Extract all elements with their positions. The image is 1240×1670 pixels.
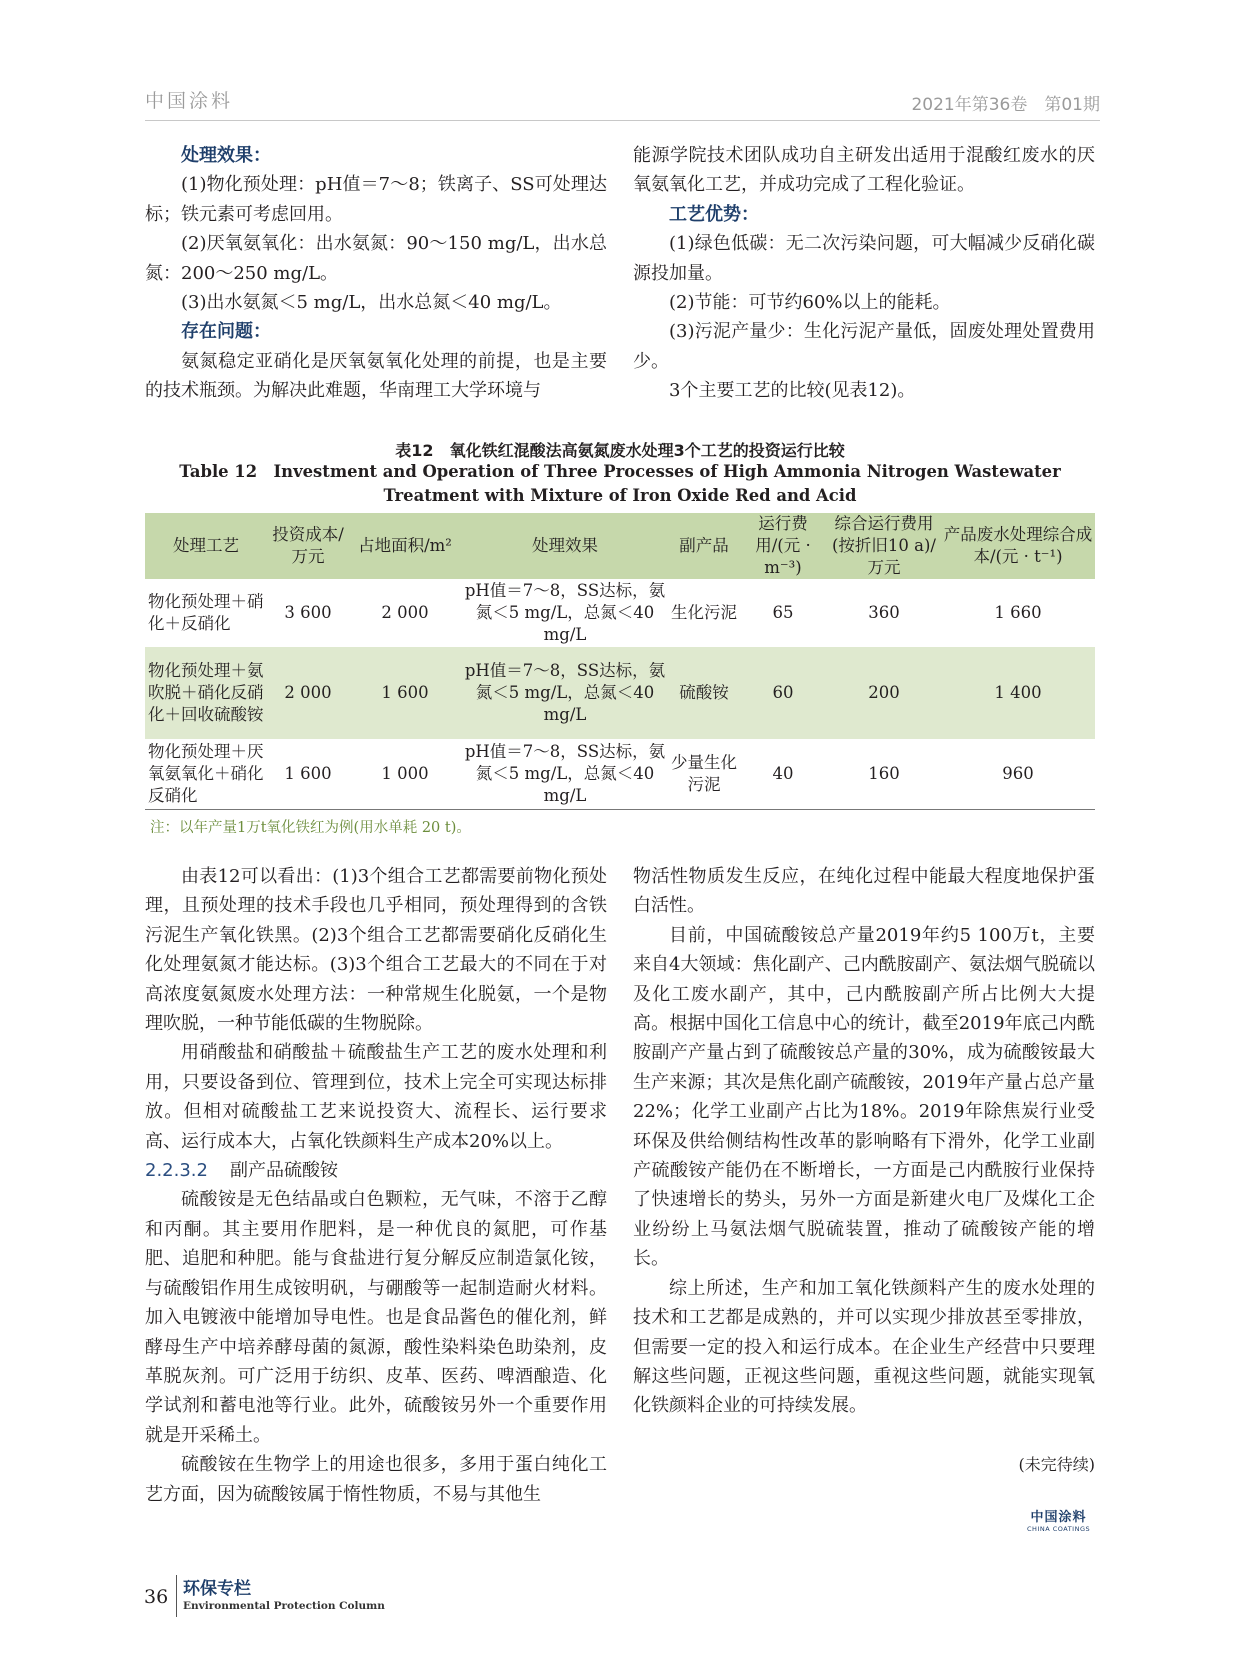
column-1 xyxy=(145,141,607,406)
table-header-cell: 占地面积/m² xyxy=(349,513,461,579)
table-cell: 200 xyxy=(827,647,941,739)
table-cell: 3 600 xyxy=(284,603,332,622)
issue-info: 2021年第36卷 第01期 xyxy=(911,95,1100,115)
table-cell: 1 000 xyxy=(349,739,461,809)
table-row xyxy=(145,579,1095,647)
logo-cn: 中国涂料 xyxy=(1030,1510,1087,1525)
table-row xyxy=(145,647,1095,739)
table-cell: pH值＝7～8，SS达标，氨氮＜5 mg/L，总氮＜40 mg/L xyxy=(461,739,669,809)
comparison-table xyxy=(145,513,1095,810)
table-header-cell: 处理效果 xyxy=(461,513,669,579)
paragraph: (3)出水氨氮＜5 mg/L，出水总氮＜40 mg/L。 xyxy=(181,292,562,314)
logo-en: CHINA COATINGS xyxy=(1027,1525,1091,1533)
table-cell: pH值＝7～8，SS达标，氨氮＜5 mg/L，总氮＜40 mg/L xyxy=(461,647,669,739)
section-heading xyxy=(145,1156,607,1185)
table-cell: 160 xyxy=(827,739,941,809)
column-4 xyxy=(633,862,1095,1421)
table-header-cell: 副产品 xyxy=(669,513,739,579)
paragraph: (2)节能：可节约60%以上的能耗。 xyxy=(669,292,951,314)
paragraph: 用硝酸盐和硝酸盐＋硫酸盐生产工艺的废水处理和利用，只要设备到位、管理到位，技术上完全可实现达标排放。但相对硫酸盐工艺来说投资大、流程长、运行要求高、运行成本大，占氧化铁颜料生产成本20%以上。 xyxy=(145,1042,607,1152)
paragraph: (3)污泥产量少：生化污泥产量低，固废处理处置费用少。 xyxy=(633,321,1095,372)
table-cell: 60 xyxy=(739,647,827,739)
paragraph: (2)厌氧氨氧化：出水氨氮：90～150 mg/L，出水总氮：200～250 mg/L。 xyxy=(145,233,607,284)
heading-problem: 存在问题： xyxy=(181,321,271,343)
table-caption-en: Table 12 Investment and Operation of Three Processes of High Ammonia Nitrogen Wastewater Treatment with Mixture of Iron Oxide Red and Acid xyxy=(179,462,1061,505)
paragraph: 硫酸铵是无色结晶或白色颗粒，无气味，不溶于乙醇和丙酮。其主要用作肥料，是一种优良的氮肥，可作基肥、追肥和种肥。能与食盐进行复分解反应制造氯化铵，与硫酸铝作用生成铵明矾，与硼酸等一起制造耐火材料。加入电镀液中能增加导电性。也是食品酱色的催化剂，鲜酵母生产中培养酵母菌的氮源，酸性染料染色助染剂，皮革脱灰剂。可广泛用于纺织、皮革、医药、啤酒酿造、化学试剂和蓄电池等行业。此外，硫酸铵另外一个重要作用就是开采稀土。 xyxy=(145,1189,607,1446)
column-name-cn: 环保专栏 xyxy=(183,1579,251,1599)
table-cell: 1 600 xyxy=(349,647,461,739)
table-cell: 40 xyxy=(739,739,827,809)
table-cell: 360 xyxy=(868,603,900,622)
paragraph: 目前，中国硫酸铵总产量2019年约5 100万t，主要来自4大领域：焦化副产、己内酰胺副产、氨法烟气脱硫以及化工废水副产，其中，己内酰胺副产所占比例大大提高。根据中国化工信息中心的统计，截至2019年底己内酰胺副产产量占到了硫酸铵总产量的30%，成为硫酸铵最大生产来源；其次是焦化副产硫酸铵，2019年产量占总产量22%；化学工业副产占比为18%。2019年除焦炭行业受环保及供给侧结构性改革的影响略有下滑外，化学工业副产硫酸铵产能仍在不断增长，一方面是己内酰胺行业保持了快速增长的势头，另外一方面是新建火电厂及煤化工企业纷纷上马氨法烟气脱硫装置，推动了硫酸铵产能的增长。 xyxy=(633,924,1095,1270)
column-3 xyxy=(145,862,607,1509)
table-cell: 物化预处理＋硝化＋反硝化 xyxy=(148,592,264,633)
section-number: 2.2.3.2 xyxy=(145,1160,208,1182)
table-cell: 2 000 xyxy=(267,647,349,739)
paragraph: 能源学院技术团队成功自主研发出适用于混酸红废水的厌氧氨氧化工艺，并成功完成了工程化验证。 xyxy=(633,145,1095,196)
table-cell: 960 xyxy=(941,739,1095,809)
table-header-cell: 处理工艺 xyxy=(145,513,267,579)
table-cell: 少量生化污泥 xyxy=(669,739,739,809)
journal-name: 中国涂料 xyxy=(145,90,234,112)
paragraph: (1)绿色低碳：无二次污染问题，可大幅减少反硝化碳源投加量。 xyxy=(633,233,1095,284)
table-cell: 生化污泥 xyxy=(671,603,737,622)
paragraph: 由表12可以看出：(1)3个组合工艺都需要前物化预处理，且预处理的技术手段也几乎相同，预处理得到的含铁污泥生产氧化铁黑。(2)3个组合工艺都需要硝化反硝化生化处理氨氮才能达标。(3)3个组合工艺最大的不同在于对高浓度氨氮废水处理方法：一种常规生化脱氨，一个是物理吹脱，一种节能低碳的生物脱除。 xyxy=(145,866,607,1035)
table-caption-cn: 表12 氧化铁红混酸法高氨氮废水处理3个工艺的投资运行比较 xyxy=(395,441,845,460)
to-be-continued: (未完待续) xyxy=(1018,1455,1095,1474)
paragraph: 综上所述，生产和加工氧化铁颜料产生的废水处理的技术和工艺都是成熟的，并可以实现少排放甚至零排放，但需要一定的投入和运行成本。在企业生产经营中只要理解这些问题，正视这些问题，重视这些问题，就能实现氧化铁颜料企业的可持续发展。 xyxy=(633,1277,1095,1417)
footer-divider xyxy=(176,1575,177,1617)
table-header-cell: 产品废水处理综合成本/(元 · t⁻¹) xyxy=(941,513,1095,579)
table-cell: pH值＝7～8，SS达标，氨氮＜5 mg/L，总氮＜40 mg/L xyxy=(464,581,666,644)
table-header-cell: 投资成本/万元 xyxy=(267,513,349,579)
journal-logo xyxy=(1027,1506,1090,1533)
table-cell: 2 000 xyxy=(381,603,429,622)
header-divider xyxy=(145,120,1100,121)
table-cell: 1 600 xyxy=(267,739,349,809)
table-cell: 1 660 xyxy=(994,603,1042,622)
column-name-en: Environmental Protection Column xyxy=(183,1600,385,1612)
paragraph: 硫酸铵在生物学上的用途也很多，多用于蛋白纯化工艺方面，因为硫酸铵属于惰性物质，不易与其他生 xyxy=(145,1454,607,1505)
table-note: 注：以年产量1万t氧化铁红为例(用水单耗 20 t)。 xyxy=(150,820,471,836)
table-cell: 1 400 xyxy=(941,647,1095,739)
paragraph: (1)物化预处理：pH值＝7～8；铁离子、SS可处理达标；铁元素可考虑回用。 xyxy=(145,174,607,225)
paragraph: 物活性物质发生反应，在纯化过程中能最大程度地保护蛋白活性。 xyxy=(633,866,1095,917)
heading-effect: 处理效果： xyxy=(181,145,271,166)
table-row xyxy=(145,739,1095,809)
paragraph: 3个主要工艺的比较(见表12)。 xyxy=(669,380,916,402)
table-header-cell: 综合运行费用(按折旧10 a)/万元 xyxy=(827,513,941,579)
table-header-cell: 运行费用/(元 · m⁻³) xyxy=(739,513,827,579)
heading-advantage: 工艺优势： xyxy=(669,203,759,225)
page-number: 36 xyxy=(144,1586,169,1608)
table-header-row xyxy=(145,513,1095,579)
section-title: 副产品硫酸铵 xyxy=(229,1160,338,1182)
table-cell: 65 xyxy=(772,603,794,622)
table-cell: 物化预处理＋厌氧氨氧化＋硝化反硝化 xyxy=(145,739,267,809)
table-cell: 物化预处理＋氨吹脱＋硝化反硝化＋回收硫酸铵 xyxy=(145,647,267,739)
column-2 xyxy=(633,141,1095,406)
paragraph: 氨氮稳定亚硝化是厌氧氨氧化处理的前提，也是主要的技术瓶颈。为解决此难题，华南理工大学环境与 xyxy=(145,350,607,402)
table-cell: 硫酸铵 xyxy=(669,647,739,739)
